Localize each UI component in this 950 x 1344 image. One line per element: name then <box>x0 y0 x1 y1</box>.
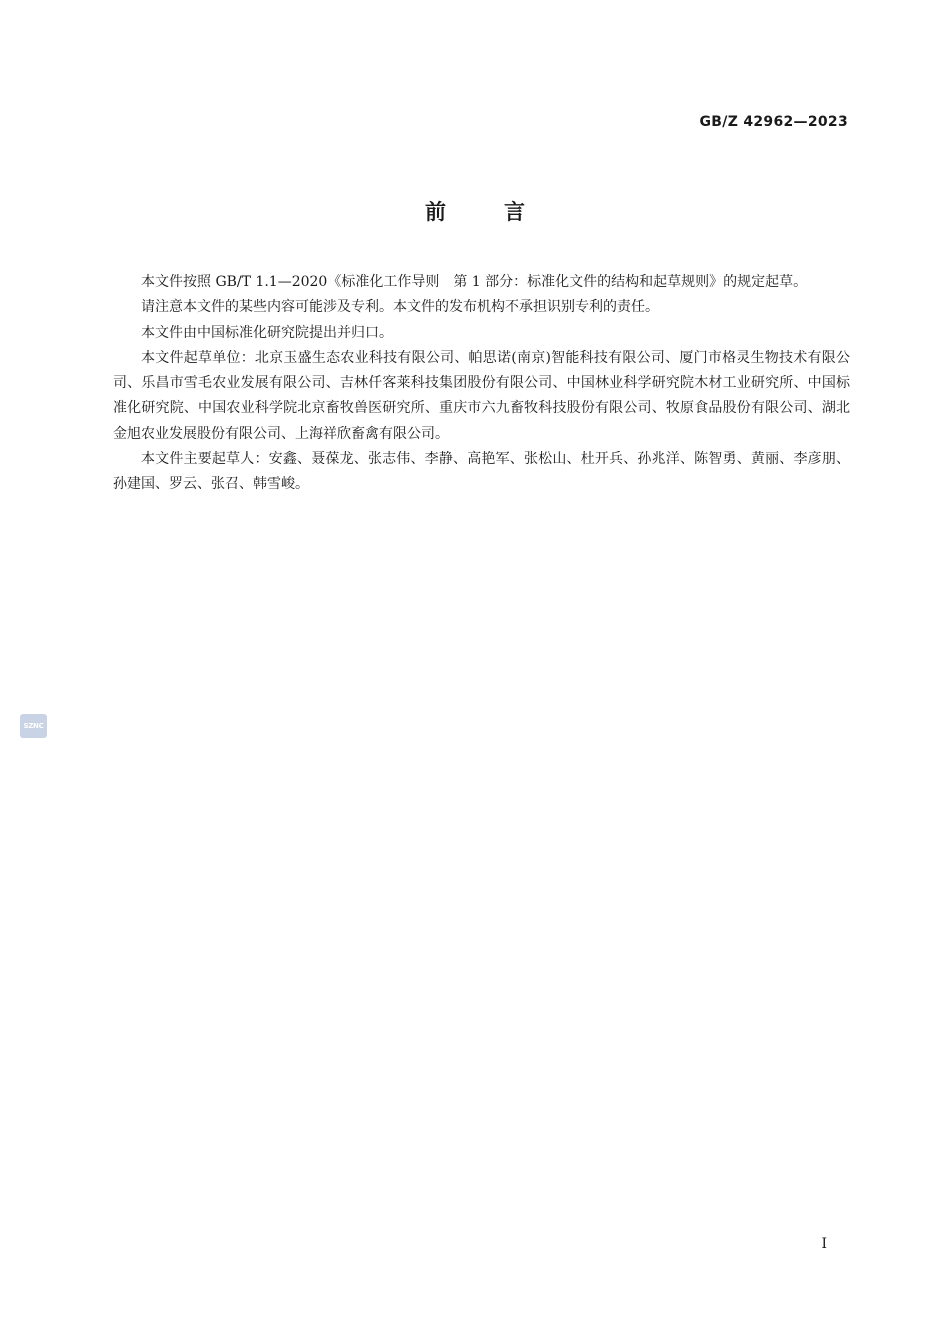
paragraph-drafting-rules: 本文件按照 GB/T 1.1—2020《标准化工作导则 第 1 部分：标准化文件的结构和起草规则》的规定起草。 <box>141 274 808 290</box>
page-number: I <box>821 1236 827 1252</box>
paragraph-drafting-units: 本文件起草单位：北京玉盛生态农业科技有限公司、帕思诺(南京)智能科技有限公司、厦门市格灵生物技术有限公司、乐昌市雪毛农业发展有限公司、吉林仟客莱科技集团股份有限公司、中国林业科学研究院木材工业研究所、中国标准化研究院、中国农业科学院北京畜牧兽医研究所、重庆市六九畜牧科技股份有限公司、牧原食品股份有限公司、湖北金旭农业发展股份有限公司、上海祥欣畜禽有限公司。 <box>113 349 850 442</box>
paragraph-patent-notice: 请注意本文件的某些内容可能涉及专利。本文件的发布机构不承担识别专利的责任。 <box>141 299 659 316</box>
document-body <box>113 270 850 498</box>
watermark-logo: SZNC <box>20 714 47 738</box>
paragraph-proposer: 本文件由中国标准化研究院提出并归口。 <box>141 324 393 341</box>
paragraph-drafters: 本文件主要起草人：安鑫、聂葆龙、张志伟、李静、高艳军、张松山、杜开兵、孙兆洋、陈智勇、黄丽、李彦朋、孙建国、罗云、张召、韩雪峻。 <box>113 451 850 493</box>
standard-code: GB/Z 42962—2023 <box>699 114 848 130</box>
page-title: 前言 <box>425 200 583 224</box>
